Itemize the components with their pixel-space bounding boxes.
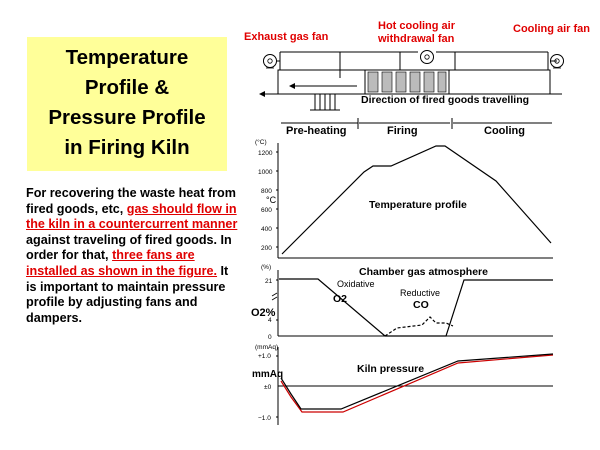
temp-tick-200: 200 [261, 245, 272, 252]
temp-tick-600: 600 [261, 207, 272, 214]
hot-air-fan-label-2: withdrawal fan [378, 33, 455, 45]
description-highlight-2: three fans are installed as shown in the figure. [26, 248, 218, 278]
temp-unit: (°C) [255, 139, 267, 146]
zone-preheating: Pre-heating [286, 125, 347, 137]
gas-tick-4: 4 [268, 317, 272, 324]
description-highlight-1: gas should flow in the kiln in a countercurrent manner [26, 201, 238, 232]
gas-tick-21: 21 [265, 278, 273, 285]
pressure-tick-plus1: +1.0 [258, 353, 271, 360]
oxidative-label: Oxidative [337, 279, 375, 289]
temperature-profile-label: Temperature profile [369, 199, 467, 211]
gas-axis-label: O2% [251, 307, 276, 319]
co-label: CO [413, 299, 429, 311]
pressure-unit: (mmAq) [255, 344, 279, 351]
zone-cooling: Cooling [484, 125, 525, 137]
firing-burners [368, 72, 446, 92]
o2-label: O2 [333, 293, 348, 305]
title-line-2: Profile & [84, 76, 170, 99]
pressure-tick-zero: ±0 [264, 384, 272, 391]
exhaust-fan-icon [264, 55, 277, 69]
zone-firing: Firing [387, 125, 418, 137]
title-line-1: Temperature [65, 46, 189, 69]
title-line-3: Pressure Profile [48, 106, 206, 129]
pressure-axis-label: mmAq [252, 369, 284, 380]
reductive-label: Reductive [400, 288, 441, 298]
chamber-gas-title: Chamber gas atmosphere [359, 266, 488, 278]
exhaust-fan-label: Exhaust gas fan [244, 31, 329, 43]
pressure-tick-minus1: −1.0 [258, 415, 271, 422]
pressure-panel [276, 347, 553, 425]
description-part-3: against traveling of fired goods. In order for that, [26, 232, 232, 263]
direction-label: Direction of fired goods travelling [361, 94, 530, 106]
temp-axis-label: °C [266, 195, 277, 205]
kiln-pressure-label: Kiln pressure [357, 363, 425, 375]
title-line-4: in Firing Kiln [64, 136, 190, 159]
description-part-1: For recovering the waste heat from fired goods, etc, [26, 186, 236, 216]
gas-unit: (%) [261, 264, 272, 271]
description-part-5: It is important to maintain pressure profile by adjusting fans and dampers. [26, 263, 229, 325]
hot-air-fan-icon [421, 51, 434, 64]
temp-tick-400: 400 [261, 226, 272, 233]
co-curve [385, 317, 453, 336]
cooling-fan-label: Cooling air fan [513, 23, 590, 35]
temp-tick-800: 800 [261, 188, 272, 195]
gas-tick-0: 0 [268, 334, 272, 341]
temp-tick-1200: 1200 [258, 150, 273, 157]
temp-tick-1000: 1000 [258, 169, 273, 176]
hot-air-fan-label-1: Hot cooling air [378, 20, 455, 32]
